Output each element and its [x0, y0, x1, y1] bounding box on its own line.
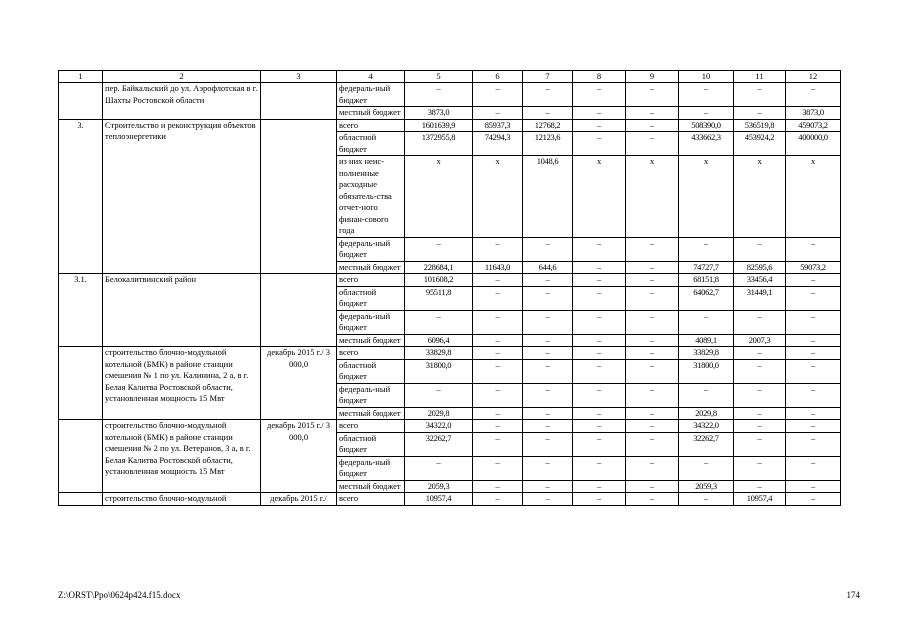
- table-header-row: [59, 71, 841, 83]
- amount-cell: –: [473, 359, 523, 383]
- amount-cell: –: [626, 383, 679, 407]
- amount-cell: –: [786, 407, 841, 420]
- amount-cell: –: [734, 480, 786, 493]
- amount-cell: 644,6: [523, 261, 573, 274]
- amount-cell: –: [626, 493, 679, 506]
- amount-cell: 2029,8: [405, 407, 473, 420]
- table-row: [59, 119, 841, 132]
- amount-cell: 2029,8: [679, 407, 734, 420]
- amount-cell: –: [786, 480, 841, 493]
- deadline-capacity: декабрь 2015 г./ 3 000,0: [261, 347, 337, 420]
- funding-source: всего: [337, 119, 405, 132]
- amount-cell: –: [523, 310, 573, 334]
- funding-source: всего: [337, 420, 405, 433]
- amount-cell: –: [679, 456, 734, 480]
- amount-cell: –: [523, 237, 573, 261]
- funding-source: всего: [337, 347, 405, 360]
- funding-source: федераль-ный бюджет: [337, 383, 405, 407]
- table-row: [59, 493, 841, 506]
- amount-cell: х: [473, 156, 523, 238]
- amount-cell: 453924,2: [734, 132, 786, 156]
- funding-source: местный бюджет: [337, 480, 405, 493]
- amount-cell: –: [473, 334, 523, 347]
- amount-cell: 2007,3: [734, 334, 786, 347]
- amount-cell: 31449,1: [734, 286, 786, 310]
- amount-cell: –: [473, 107, 523, 120]
- funding-source: всего: [337, 274, 405, 287]
- amount-cell: 74727,7: [679, 261, 734, 274]
- document-path: Z:\ORST\Ppo\0624p424.f15.docx: [58, 590, 181, 600]
- amount-cell: –: [473, 310, 523, 334]
- column-number: 1: [59, 71, 103, 83]
- amount-cell: –: [473, 493, 523, 506]
- amount-cell: –: [734, 383, 786, 407]
- amount-cell: –: [573, 310, 626, 334]
- amount-cell: х: [626, 156, 679, 238]
- amount-cell: 228684,1: [405, 261, 473, 274]
- column-number: 3: [261, 71, 337, 83]
- amount-cell: х: [679, 156, 734, 238]
- amount-cell: 33829,8: [405, 347, 473, 360]
- amount-cell: 74294,3: [473, 132, 523, 156]
- amount-cell: –: [786, 383, 841, 407]
- amount-cell: –: [473, 432, 523, 456]
- amount-cell: –: [786, 420, 841, 433]
- item-number: [59, 493, 103, 506]
- amount-cell: –: [786, 493, 841, 506]
- amount-cell: –: [523, 274, 573, 287]
- amount-cell: х: [786, 156, 841, 238]
- amount-cell: –: [626, 119, 679, 132]
- amount-cell: –: [573, 334, 626, 347]
- amount-cell: 101608,2: [405, 274, 473, 287]
- amount-cell: 2059,3: [679, 480, 734, 493]
- funding-source: областной бюджет: [337, 286, 405, 310]
- amount-cell: –: [786, 432, 841, 456]
- amount-cell: –: [473, 420, 523, 433]
- amount-cell: 4089,1: [679, 334, 734, 347]
- amount-cell: –: [473, 383, 523, 407]
- amount-cell: –: [679, 383, 734, 407]
- amount-cell: –: [473, 237, 523, 261]
- amount-cell: –: [626, 420, 679, 433]
- funding-source: местный бюджет: [337, 261, 405, 274]
- amount-cell: –: [679, 310, 734, 334]
- amount-cell: –: [734, 456, 786, 480]
- amount-cell: х: [405, 156, 473, 238]
- amount-cell: –: [473, 347, 523, 360]
- amount-cell: 32262,7: [405, 432, 473, 456]
- deadline-capacity: [261, 119, 337, 274]
- amount-cell: –: [786, 274, 841, 287]
- funding-source: областной бюджет: [337, 132, 405, 156]
- amount-cell: –: [573, 383, 626, 407]
- column-number: 4: [337, 71, 405, 83]
- amount-cell: –: [626, 261, 679, 274]
- amount-cell: –: [523, 420, 573, 433]
- amount-cell: –: [573, 274, 626, 287]
- amount-cell: –: [626, 274, 679, 287]
- amount-cell: –: [626, 83, 679, 107]
- amount-cell: 68151,8: [679, 274, 734, 287]
- amount-cell: –: [573, 359, 626, 383]
- column-number: 11: [734, 71, 786, 83]
- amount-cell: –: [573, 107, 626, 120]
- amount-cell: 12123,6: [523, 132, 573, 156]
- amount-cell: –: [626, 347, 679, 360]
- amount-cell: 33456,4: [734, 274, 786, 287]
- column-number: 7: [523, 71, 573, 83]
- amount-cell: 33829,8: [679, 347, 734, 360]
- funding-source: местный бюджет: [337, 107, 405, 120]
- amount-cell: –: [573, 407, 626, 420]
- item-number: [59, 83, 103, 120]
- amount-cell: 536519,8: [734, 119, 786, 132]
- funding-source: всего: [337, 493, 405, 506]
- amount-cell: –: [573, 420, 626, 433]
- amount-cell: 10957,4: [734, 493, 786, 506]
- amount-cell: 459073,2: [786, 119, 841, 132]
- amount-cell: 11643,0: [473, 261, 523, 274]
- item-number: [59, 347, 103, 420]
- column-number: 2: [103, 71, 261, 83]
- amount-cell: –: [734, 83, 786, 107]
- amount-cell: 64062,7: [679, 286, 734, 310]
- amount-cell: –: [573, 480, 626, 493]
- amount-cell: –: [734, 237, 786, 261]
- amount-cell: 1601639,9: [405, 119, 473, 132]
- amount-cell: –: [786, 310, 841, 334]
- amount-cell: –: [405, 456, 473, 480]
- amount-cell: 82595,6: [734, 261, 786, 274]
- column-number: 8: [573, 71, 626, 83]
- column-number: 9: [626, 71, 679, 83]
- amount-cell: –: [786, 237, 841, 261]
- object-name: строительство блочно-модульной котельной (БМК) в районе станции смешения № 1 по ул. Калинина, 2 а, в г. Белая Калитва Ростовской области, установленная мощность 15 Мвт: [103, 347, 261, 420]
- amount-cell: 400000,0: [786, 132, 841, 156]
- amount-cell: 59073,2: [786, 261, 841, 274]
- amount-cell: –: [523, 347, 573, 360]
- table-row: [59, 274, 841, 287]
- amount-cell: –: [626, 237, 679, 261]
- object-name: строительство блочно-модульной котельной (БМК) в районе станции смешения № 2 по ул. Ветеранов, 3 а, в г. Белая Калитва Ростовской области, установленная мощность 15 Мвт: [103, 420, 261, 493]
- amount-cell: 6096,4: [405, 334, 473, 347]
- amount-cell: 31800,0: [405, 359, 473, 383]
- amount-cell: –: [573, 347, 626, 360]
- funding-source: областной бюджет: [337, 359, 405, 383]
- amount-cell: –: [573, 83, 626, 107]
- amount-cell: 85937,3: [473, 119, 523, 132]
- amount-cell: –: [405, 83, 473, 107]
- amount-cell: –: [523, 432, 573, 456]
- funding-source: местный бюджет: [337, 407, 405, 420]
- amount-cell: –: [626, 132, 679, 156]
- amount-cell: –: [626, 359, 679, 383]
- amount-cell: –: [573, 119, 626, 132]
- amount-cell: –: [523, 107, 573, 120]
- amount-cell: –: [523, 334, 573, 347]
- amount-cell: –: [734, 420, 786, 433]
- amount-cell: –: [786, 83, 841, 107]
- amount-cell: –: [523, 493, 573, 506]
- object-name: строительство блочно-модульной: [103, 493, 261, 506]
- amount-cell: х: [734, 156, 786, 238]
- amount-cell: 1048,6: [523, 156, 573, 238]
- item-number: [59, 420, 103, 493]
- amount-cell: –: [523, 480, 573, 493]
- deadline-capacity: [261, 274, 337, 347]
- object-name: пер. Байкальский до ул. Аэрофлотская в г. Шахты Ростовской области: [103, 83, 261, 120]
- amount-cell: –: [626, 334, 679, 347]
- amount-cell: 3873,0: [786, 107, 841, 120]
- amount-cell: –: [626, 310, 679, 334]
- amount-cell: 12768,2: [523, 119, 573, 132]
- amount-cell: –: [786, 347, 841, 360]
- page-number: 174: [846, 590, 860, 600]
- amount-cell: –: [786, 286, 841, 310]
- amount-cell: –: [786, 359, 841, 383]
- amount-cell: –: [734, 407, 786, 420]
- amount-cell: 34322,0: [679, 420, 734, 433]
- funding-source: федераль-ный бюджет: [337, 237, 405, 261]
- amount-cell: –: [679, 237, 734, 261]
- amount-cell: –: [523, 383, 573, 407]
- amount-cell: –: [473, 407, 523, 420]
- funding-source: федераль-ный бюджет: [337, 456, 405, 480]
- amount-cell: –: [734, 347, 786, 360]
- amount-cell: –: [523, 456, 573, 480]
- table-row: [59, 83, 841, 107]
- amount-cell: –: [573, 432, 626, 456]
- amount-cell: 2059,3: [405, 480, 473, 493]
- amount-cell: –: [573, 493, 626, 506]
- amount-cell: 32262,7: [679, 432, 734, 456]
- amount-cell: –: [679, 83, 734, 107]
- amount-cell: –: [626, 456, 679, 480]
- amount-cell: –: [523, 359, 573, 383]
- amount-cell: –: [626, 407, 679, 420]
- amount-cell: 10957,4: [405, 493, 473, 506]
- amount-cell: 31800,0: [679, 359, 734, 383]
- funding-source: федераль-ный бюджет: [337, 83, 405, 107]
- budget-table: [58, 70, 841, 506]
- table-row: [59, 420, 841, 433]
- amount-cell: 34322,0: [405, 420, 473, 433]
- deadline-capacity: декабрь 2015 г./: [261, 493, 337, 506]
- funding-source: из них неис-полненные расходные обязатель-ства отчет-ного финан-сового года: [337, 156, 405, 238]
- amount-cell: –: [473, 83, 523, 107]
- amount-cell: –: [786, 334, 841, 347]
- amount-cell: –: [573, 261, 626, 274]
- amount-cell: –: [626, 432, 679, 456]
- amount-cell: –: [573, 132, 626, 156]
- amount-cell: –: [473, 480, 523, 493]
- amount-cell: –: [405, 237, 473, 261]
- column-number: 6: [473, 71, 523, 83]
- item-number: 3.1.: [59, 274, 103, 347]
- funding-source: областной бюджет: [337, 432, 405, 456]
- object-name: Строительство и реконструкция объектов теплоэнергетики: [103, 119, 261, 274]
- amount-cell: –: [679, 493, 734, 506]
- amount-cell: –: [405, 310, 473, 334]
- amount-cell: –: [679, 107, 734, 120]
- column-number: 5: [405, 71, 473, 83]
- amount-cell: –: [573, 237, 626, 261]
- amount-cell: –: [473, 456, 523, 480]
- amount-cell: –: [786, 456, 841, 480]
- amount-cell: 3873,0: [405, 107, 473, 120]
- amount-cell: –: [626, 107, 679, 120]
- column-number: 12: [786, 71, 841, 83]
- funding-source: федераль-ный бюджет: [337, 310, 405, 334]
- amount-cell: –: [473, 274, 523, 287]
- deadline-capacity: [261, 83, 337, 120]
- item-number: 3.: [59, 119, 103, 274]
- object-name: Белокалитвинский район: [103, 274, 261, 347]
- column-number: 10: [679, 71, 734, 83]
- amount-cell: 433662,3: [679, 132, 734, 156]
- amount-cell: 1372955,8: [405, 132, 473, 156]
- amount-cell: –: [523, 407, 573, 420]
- amount-cell: –: [523, 83, 573, 107]
- amount-cell: –: [405, 383, 473, 407]
- amount-cell: 95511,8: [405, 286, 473, 310]
- funding-source: местный бюджет: [337, 334, 405, 347]
- amount-cell: 508390,0: [679, 119, 734, 132]
- amount-cell: х: [573, 156, 626, 238]
- amount-cell: –: [573, 456, 626, 480]
- amount-cell: –: [734, 432, 786, 456]
- table-row: [59, 347, 841, 360]
- amount-cell: –: [734, 107, 786, 120]
- amount-cell: –: [523, 286, 573, 310]
- deadline-capacity: декабрь 2015 г./ 3 000,0: [261, 420, 337, 493]
- amount-cell: –: [473, 286, 523, 310]
- amount-cell: –: [734, 359, 786, 383]
- amount-cell: –: [626, 480, 679, 493]
- amount-cell: –: [626, 286, 679, 310]
- amount-cell: –: [573, 286, 626, 310]
- amount-cell: –: [734, 310, 786, 334]
